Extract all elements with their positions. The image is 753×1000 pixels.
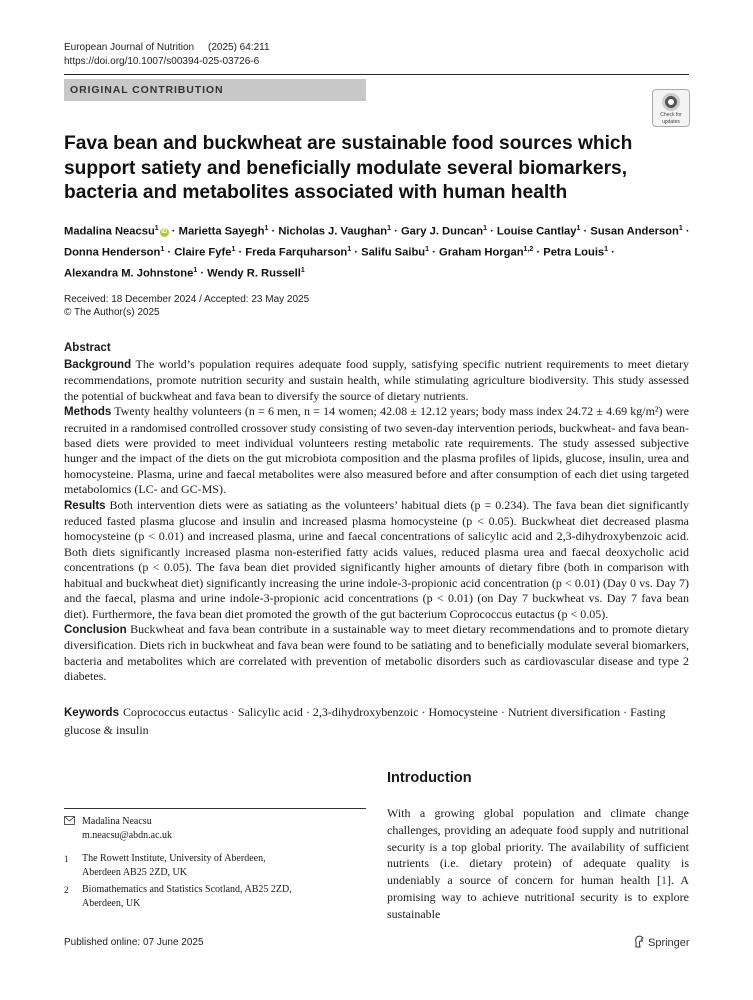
intro-text-after: ]. A promising way to achieve nutritional security is to explore sustainable — [387, 873, 690, 921]
check-updates-line1: Check for — [660, 112, 682, 118]
header-rule — [64, 74, 689, 75]
author-affiliation-mark: 1 — [300, 267, 305, 275]
corresponding-name: Madalina Neacsu — [82, 816, 152, 827]
author-affiliation-mark: 1 — [154, 225, 159, 232]
author-line-2: Donna Henderson$^1$ · Claire Fyfe$^1$ · Freda Farquharson$^1$ · Salifu Saibu$^1$ · Graham Horgan$^{1,2}$ · Petra Louis$^1$ · — [64, 246, 615, 259]
publisher-name: Springer — [648, 937, 690, 949]
affiliation-1-text: The Rowett Institute, University of Aberdeen, Aberdeen AB25 2ZD, UK — [82, 853, 266, 878]
background-label: Background — [64, 359, 132, 371]
author-affiliation-mark: 1 — [160, 246, 165, 254]
keywords-label: Keywords — [64, 707, 119, 719]
author-name[interactable]: Susan Anderson — [590, 225, 679, 238]
author-name[interactable]: Nicholas J. Vaughan — [278, 225, 388, 238]
methods-text: Twenty healthy volunteers (n = 6 men, n = 14 women; 42.08 ± 12.12 years; body mass index 24.72 ± 4.69 kg/m²) were recruited in a randomised controlled crossover study consisting of two seven-day intervention periods, buckwheat- and fava bean-based diets were provided to meet individual volunteers resting metabolic rate requirements. The study assessed subjective hunger and the impact of the diets on the gut microbiota composition and the plasma profiles of lipids, glucose, insulin, urea and homocysteine. Plasma, urine and faecal metabolites were also measured before and after consumption of each diet using targeted metabolomics (LC- and GC-MS). — [64, 404, 689, 497]
author-line-1: Madalina Neacsu$^1$ iD · Marietta Sayegh$^1$ · Nicholas J. Vaughan$^1$ · Gary J. Duncan$^1$ · Louise Cantlay$^1$ · Susan Anderson$^1$ · — [64, 225, 690, 238]
orcid-icon[interactable]: iD — [161, 228, 168, 235]
article-type-badge: ORIGINAL CONTRIBUTION — [64, 79, 366, 101]
author-affiliation-mark: 1 — [604, 246, 609, 254]
affiliation-2 — [64, 883, 364, 911]
abstract-heading: Abstract — [64, 342, 111, 354]
introduction-heading: Introduction — [387, 770, 472, 786]
author-name[interactable]: Wendy R. Russell — [207, 268, 301, 281]
background-text: The world’s population requires adequate food supply, satisfying specific nutrient requirements to meet dietary recommendations, promote nutrition security and sustain health, while stimulating agriculture biodiversity. This study assessed the potential of buckwheat and fava bean to diversify the source of dietary nutrients. — [64, 357, 689, 403]
author-affiliation-mark: 1 — [264, 225, 269, 232]
reference-link[interactable]: 1 — [661, 873, 667, 888]
author-name[interactable]: Madalina Neacsu — [64, 225, 155, 238]
introduction-text — [387, 805, 689, 923]
conclusion-text: Buckwheat and fava bean contribute in a sustainable way to meet dietary recommendations and to promote dietary diversification. Diets rich in buckwheat and fava bean were found to be satiating and to beneficially modulate several biomarkers, bacteria and metabolites which are correlated with prevention of metabolic disorders such as cardiovascular disease and type 2 diabetes. — [64, 621, 690, 684]
springer-horse-icon — [633, 935, 645, 948]
author-name[interactable]: Marietta Sayegh — [178, 225, 265, 238]
affiliation-1 — [64, 852, 364, 880]
author-affiliation-mark: 1 — [678, 225, 683, 232]
author-list — [64, 220, 694, 284]
author-affiliation-mark: 1 — [347, 246, 352, 254]
abstract-conclusion — [64, 622, 689, 685]
author-name[interactable]: Gary J. Duncan — [400, 225, 484, 238]
author-affiliation-mark: 1 — [425, 246, 430, 254]
author-line-3: Alexandra M. Johnstone$^1$ · Wendy R. Russell$^1$ — [64, 267, 305, 281]
author-affiliation-mark: 1,2 — [523, 246, 534, 254]
check-updates-line2: updates — [662, 119, 680, 125]
copyright-notice: © The Author(s) 2025 — [64, 307, 160, 318]
results-label: Results — [64, 499, 106, 512]
author-affiliation-mark: 1 — [193, 267, 198, 275]
article-title: Fava bean and buckwheat are sustainable food sources which support satiety and beneficially modulate several biomarkers, bacteria and metabolites associated with human health — [64, 133, 633, 203]
doi-link[interactable]: https://doi.org/10.1007/s00394-025-03726-6 — [64, 56, 260, 67]
footnote-rule — [64, 808, 366, 809]
author-name[interactable]: Freda Farquharson — [245, 246, 348, 259]
author-affiliation-mark: 1 — [231, 246, 236, 254]
corresponding-email[interactable]: m.neacsu@abdn.ac.uk — [82, 830, 173, 841]
affiliation-2-mark: 2 — [64, 885, 69, 895]
author-name[interactable]: Donna Henderson — [64, 246, 161, 259]
author-affiliation-mark: 1 — [387, 225, 392, 232]
published-online-date: Published online: 07 June 2025 — [64, 937, 204, 948]
affiliation-1-mark: 1 — [64, 854, 69, 864]
envelope-icon — [64, 815, 75, 829]
author-affiliation-mark: 1 — [483, 225, 487, 232]
keywords-text: Coprococcus eutactus · Salicylic acid · 2,3-dihydroxybenzoic · Homocysteine · Nutrient diversification · Fasting glucose & insulin — [64, 705, 666, 737]
journal-name: European Journal of Nutrition — [64, 42, 195, 53]
crossmark-icon — [662, 93, 680, 111]
affiliation-2-text: Biomathematics and Statistics Scotland, AB25 2ZD, Aberdeen, UK — [82, 884, 292, 909]
author-name[interactable]: Louise Cantlay — [496, 225, 577, 238]
abstract-results — [64, 498, 689, 622]
methods-label: Methods — [64, 406, 112, 419]
corresponding-author — [64, 815, 364, 843]
author-affiliation-mark: 1 — [576, 225, 581, 232]
abstract-body — [64, 357, 689, 685]
intro-text-before: With a growing global population and climate change challenges, providing an adequate food supply and nutritional security is a top global priority. The availability of sufficient nutrients (i.e. dietary protein) of adequate quality is undeniably a source of concern for human health [ — [387, 806, 689, 888]
author-name[interactable]: Salifu Saibu — [361, 246, 426, 259]
check-for-updates-button[interactable] — [652, 89, 690, 127]
author-name[interactable]: Petra Louis — [543, 246, 605, 259]
author-name[interactable]: Claire Fyfe — [174, 246, 232, 259]
author-name[interactable]: Graham Horgan — [439, 246, 524, 259]
publisher-logo — [633, 935, 690, 949]
conclusion-label: Conclusion — [64, 623, 127, 636]
author-name[interactable]: Alexandra M. Johnstone — [64, 268, 194, 281]
keywords — [64, 704, 689, 739]
journal-citation: (2025) 64:211 — [208, 42, 270, 53]
results-text: Both intervention diets were as satiating as the volunteers’ habitual diets (p = 0.234). The fava bean diet significantly reduced fasted plasma glucose and insulin and increased plasma homocysteine (p < 0.05). Buckwheat diet decreased plasma homocysteine (p < 0.01) and increased plasma, urine and faecal concentrations of salicylic acid and 2,3-dihydroxybenzoic acid. Both diets significantly increased plasma non-esterified fatty acids values, reduced plasma urea and faecal deoxycholic acid concentrations (p < 0.05). The fava bean diet provided significantly higher amounts of dietary fibre (both in comparison with habitual and buckwheat diet) significantly increasing the urine indole-3-propionic acid concentration (p < 0.01) (Day 0 vs. Day 7) and the faecal, plasma and urine indole-3-propionic acid concentrations (p < 0.01) (on Day 7 buckwheat vs. Day 7 fava bean diet). Furthermore, the fava bean diet promoted the growth of the gut bacterium Coprococcus eutactus (p < 0.05). — [64, 497, 689, 621]
abstract-background — [64, 357, 689, 404]
received-accepted-dates: Received: 18 December 2024 / Accepted: 23 May 2025 — [64, 294, 310, 305]
abstract-methods — [64, 404, 689, 497]
